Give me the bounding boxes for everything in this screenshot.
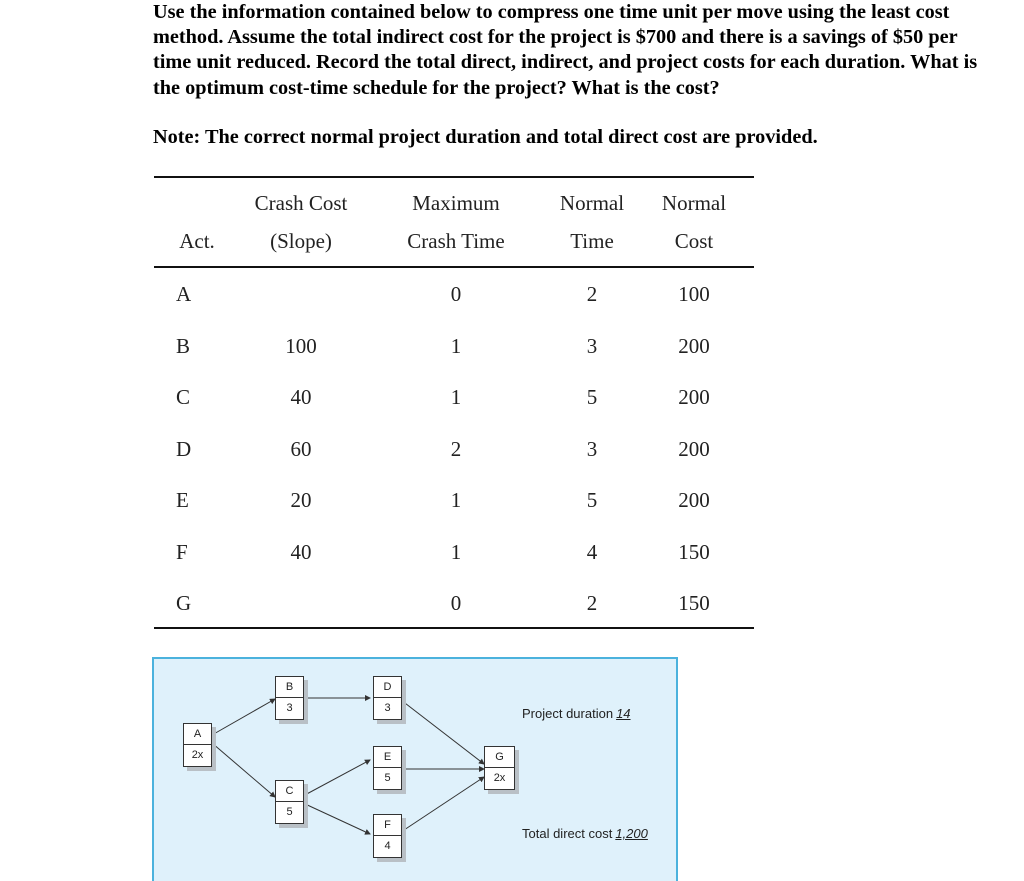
cell-normal-cost: 150 (678, 591, 710, 615)
network-diagram (152, 657, 678, 881)
arrow-a-to-b (212, 699, 275, 735)
cell-normal-time: 2 (586, 591, 598, 615)
table-bottom-rule (154, 627, 754, 629)
project-duration-value: 14 (616, 706, 631, 721)
arrow-a-to-c (212, 743, 275, 797)
node-duration: 5 (286, 806, 293, 818)
arrow-c-to-f (303, 803, 370, 834)
cell-normal-time: 4 (586, 540, 598, 564)
arrow-d-to-g (401, 700, 484, 764)
cell-max-crash: 1 (450, 385, 462, 409)
node-label: G (485, 747, 514, 768)
header-maximum: Maximum (412, 191, 500, 215)
total-direct-cost-text: Total direct cost (522, 826, 613, 841)
node-c (275, 780, 304, 824)
cell-act: B (176, 334, 191, 358)
cell-act: D (176, 437, 192, 461)
cell-normal-time: 3 (586, 334, 598, 358)
header-crash-cost: Crash Cost (254, 191, 348, 215)
header-crash-time: Crash Time (407, 229, 505, 253)
table-top-rule (154, 176, 754, 178)
cell-act: C (176, 385, 191, 409)
cell-act: E (176, 488, 189, 512)
header-slope: (Slope) (270, 229, 332, 253)
cell-normal-time: 5 (586, 488, 598, 512)
header-cost: Cost (674, 229, 714, 253)
cell-max-crash: 0 (450, 591, 462, 615)
node-a (183, 723, 212, 767)
cell-normal-cost: 200 (678, 334, 710, 358)
table-header-rule (154, 266, 754, 268)
node-duration: 3 (286, 702, 293, 714)
cell-max-crash: 1 (450, 488, 462, 512)
cell-act: G (176, 591, 192, 615)
cell-normal-cost: 150 (678, 540, 710, 564)
node-label: B (276, 677, 303, 698)
header-time: Time (570, 229, 614, 253)
cell-slope: 40 (290, 540, 312, 564)
cell-slope: 60 (290, 437, 312, 461)
cell-max-crash: 2 (450, 437, 462, 461)
cell-slope: 100 (285, 334, 317, 358)
cell-normal-cost: 100 (678, 282, 710, 306)
node-e (373, 746, 402, 790)
project-duration-label (522, 706, 631, 721)
node-g (484, 746, 515, 790)
node-duration: 4 (384, 840, 391, 852)
question-text: Use the information contained below to compress one time unit per move using the least cost method. Assume the total indirect cost for the project is $700 and there is a savings of $50 per time unit reduced. Record the total direct, indirect, and project costs for each duration. What is the optimum cost-time schedule for the project? What is the cost? (153, 1, 978, 99)
node-duration: 2x (191, 749, 204, 761)
node-duration: 3 (384, 702, 391, 714)
cell-max-crash: 1 (450, 334, 462, 358)
arrow-f-to-g (401, 777, 484, 832)
node-duration: 2x (493, 772, 506, 784)
cell-slope: 40 (290, 385, 312, 409)
node-d (373, 676, 402, 720)
node-label: C (276, 781, 303, 802)
node-label: D (374, 677, 401, 698)
network-arrows (154, 659, 678, 881)
header-normal-time-1: Normal (559, 191, 625, 215)
project-duration-text: Project duration (522, 706, 614, 721)
cell-normal-cost: 200 (678, 488, 710, 512)
cell-slope: 20 (290, 488, 312, 512)
total-direct-cost-value: 1,200 (615, 826, 648, 841)
node-label: F (374, 815, 401, 836)
cell-normal-cost: 200 (678, 437, 710, 461)
cell-normal-time: 5 (586, 385, 598, 409)
cell-max-crash: 0 (450, 282, 462, 306)
total-direct-cost-label (522, 826, 648, 841)
cell-normal-time: 3 (586, 437, 598, 461)
header-normal-cost-1: Normal (661, 191, 727, 215)
cell-act: A (176, 282, 192, 306)
header-act: Act. (179, 229, 215, 253)
note-text: Note: The correct normal project duration and total direct cost are provided. (153, 126, 818, 148)
node-label: A (184, 724, 211, 745)
node-f (373, 814, 402, 858)
cell-max-crash: 1 (450, 540, 462, 564)
node-b (275, 676, 304, 720)
cell-normal-time: 2 (586, 282, 598, 306)
node-duration: 5 (384, 772, 391, 784)
node-label: E (374, 747, 401, 768)
arrow-c-to-e (303, 760, 370, 796)
cell-act: F (176, 540, 188, 564)
cell-normal-cost: 200 (678, 385, 710, 409)
